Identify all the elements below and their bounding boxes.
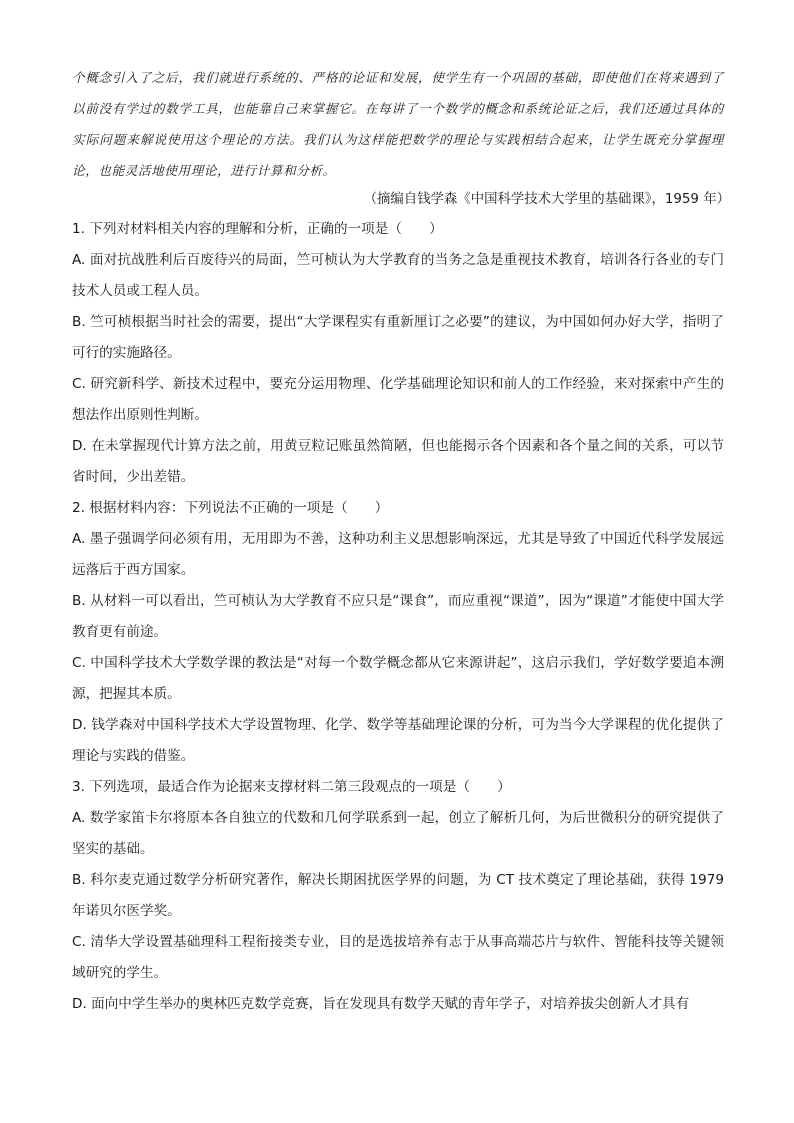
option-a: A. 墨子强调学问必须有用，无用即为不善，这种功利主义思想影响深远，尤其是导致了中国近代科学发展远远落后于西方国家。	[72, 531, 724, 578]
question-1	[72, 214, 724, 493]
question-stem: 1. 下列对材料相关内容的理解和分析，正确的一项是（ ）	[72, 221, 443, 237]
option-b: B. 竺可桢根据当时社会的需要，提出“大学课程实有重新厘订之必要”的建议，为中国如何办好大学，指明了可行的实施路径。	[72, 314, 724, 361]
question-stem: 2. 根据材料内容：下列说法不正确的一项是（ ）	[72, 500, 389, 516]
passage-excerpt	[72, 62, 724, 186]
option-c: C. 中国科学技术大学数学课的教法是“对每一个数学概念都从它来源讲起”，这启示我们，学好数学要追本溯源，把握其本质。	[72, 655, 724, 702]
question-3	[72, 772, 724, 1020]
option-c: C. 研究新科学、新技术过程中，要充分运用物理、化学基础理论知识和前人的工作经验，来对探索中产生的想法作出原则性判断。	[72, 376, 724, 423]
option-d: D. 在未掌握现代计算方法之前，用黄豆粒记账虽然简陋，但也能揭示各个因素和各个量之间的关系，可以节省时间，少出差错。	[72, 438, 724, 485]
option-b: B. 科尔麦克通过数学分析研究著作，解决长期困扰医学界的问题，为 CT 技术奠定了理论基础，获得 1979 年诺贝尔医学奖。	[72, 872, 724, 919]
question-2	[72, 493, 724, 772]
source-citation: （摘编自钱学森《中国科学技术大学里的基础课》，1959 年）	[363, 192, 730, 207]
option-d: D. 面向中学生举办的奥林匹克数学竞赛，旨在发现具有数学天赋的青年学子，对培养拔尖创新人才具有	[72, 996, 690, 1012]
document-page	[72, 62, 730, 1020]
option-c: C. 清华大学设置基础理科工程衔接类专业，目的是选拔培养有志于从事高端芯片与软件、智能科技等关键领域研究的学生。	[72, 934, 724, 981]
passage-paragraph: 个概念引入了之后，我们就进行系统的、严格的论证和发展，使学生有一个巩固的基础，即使他们在将来遇到了以前没有学过的数学工具，也能靠自己来掌握它。在每讲了一个数学的概念和系统论证之后，我们还通过具体的实际问题来解说使用这个理论的方法。我们认为这样能把数学的理论与实践相结合起来，让学生既充分掌握理论，也能灵活地使用理论，进行计算和分析。	[72, 70, 724, 178]
question-stem: 3. 下列选项，最适合作为论据来支撑材料二第三段观点的一项是（ ）	[72, 779, 511, 795]
option-a: A. 面对抗战胜利后百废待兴的局面，竺可桢认为大学教育的当务之急是重视技术教育，培训各行各业的专门技术人员或工程人员。	[72, 252, 724, 299]
option-a: A. 数学家笛卡尔将原本各自独立的代数和几何学联系到一起，创立了解析几何，为后世微积分的研究提供了坚实的基础。	[72, 810, 724, 857]
option-d: D. 钱学森对中国科学技术大学设置物理、化学、数学等基础理论课的分析，可为当今大学课程的优化提供了理论与实践的借鉴。	[72, 717, 724, 764]
option-b: B. 从材料一可以看出，竺可桢认为大学教育不应只是“课食”，而应重视“课道”，因为“课道”才能使中国大学教育更有前途。	[72, 593, 724, 640]
